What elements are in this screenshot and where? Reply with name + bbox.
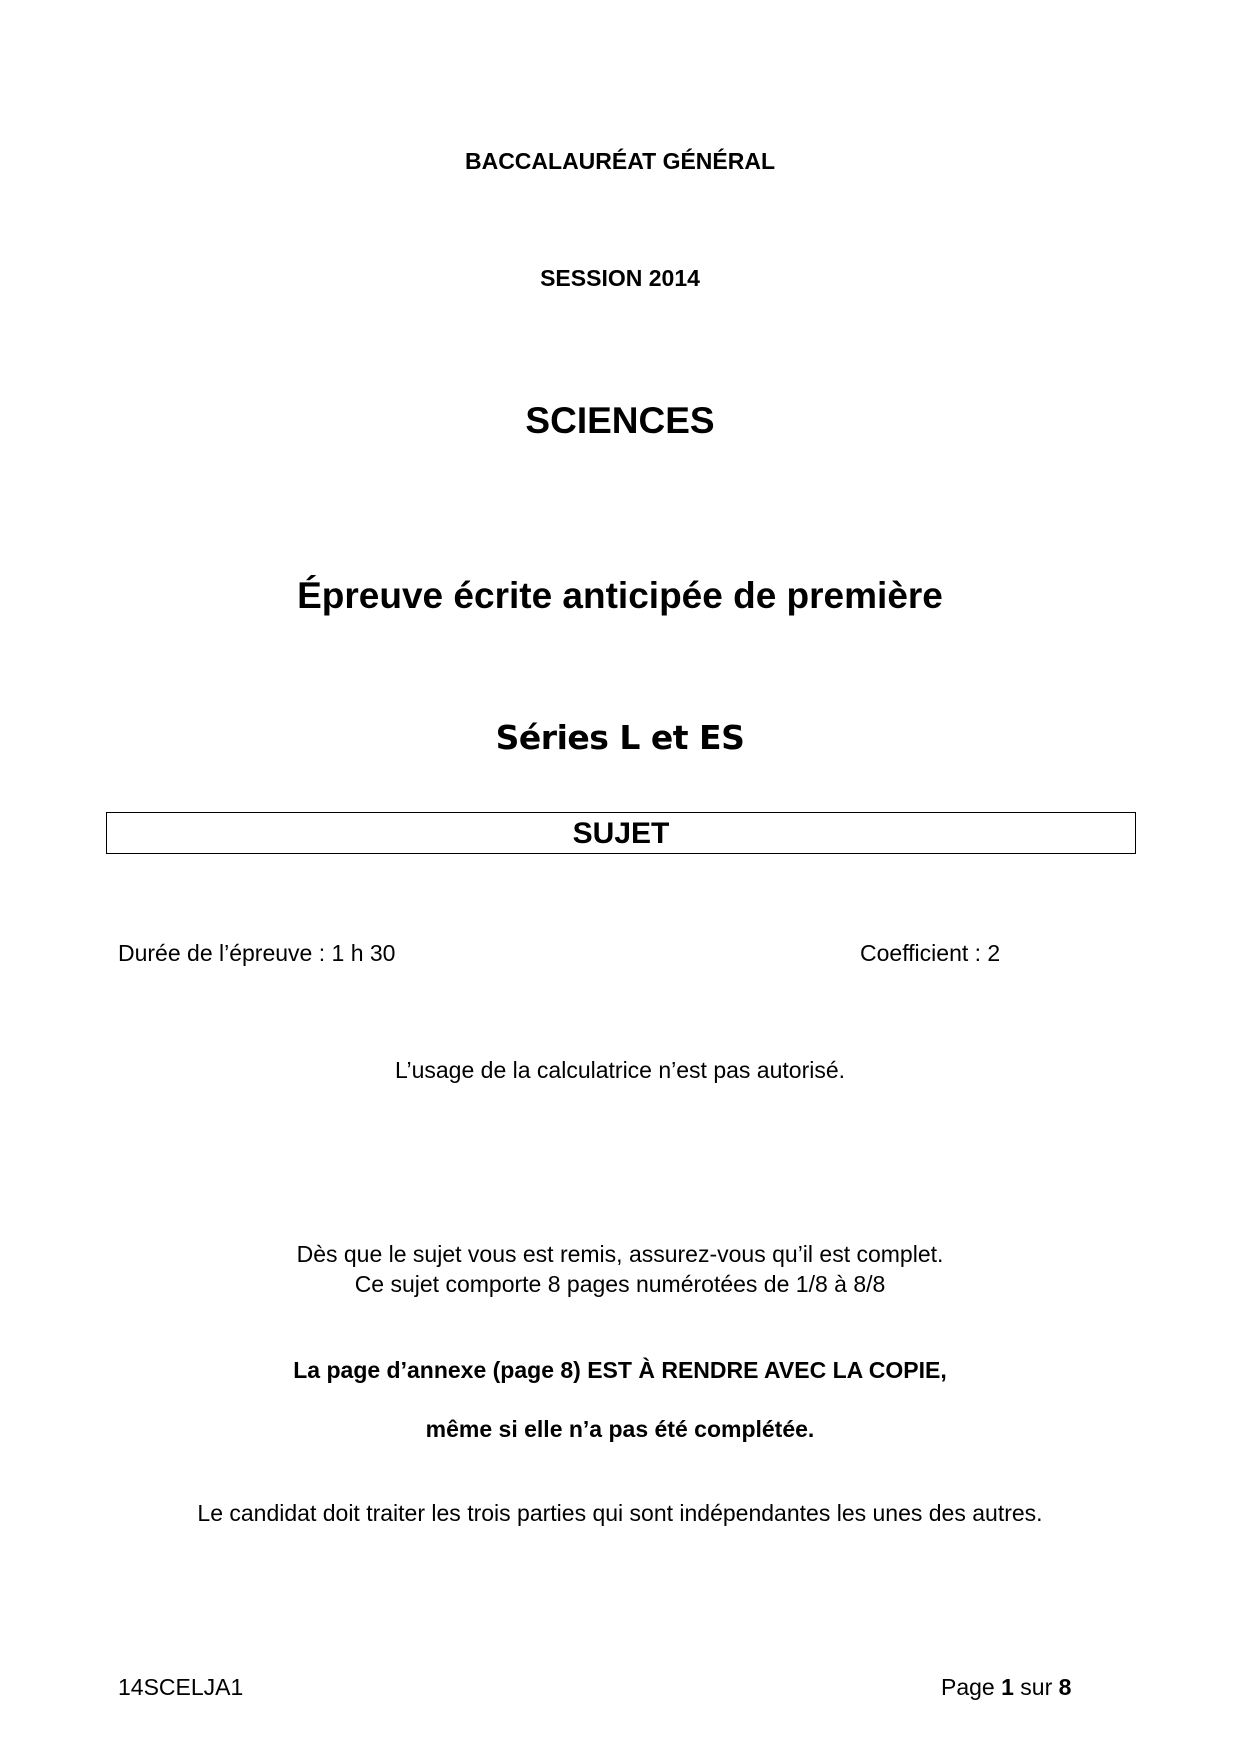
- series-label: Séries L et ES: [495, 718, 745, 757]
- calculator-notice: L’usage de la calculatrice n’est pas autorisé.: [394, 1057, 846, 1083]
- sujet-label: SUJET: [572, 817, 670, 850]
- exam-coefficient: Coefficient : 2: [860, 940, 1001, 966]
- page-current: 1: [1001, 1674, 1014, 1700]
- page-count-notice: Ce sujet comporte 8 pages numérotées de 1/8 à 8/8: [354, 1271, 886, 1297]
- page-number: [941, 1674, 1071, 1701]
- exam-duration: Durée de l’épreuve : 1 h 30: [118, 940, 396, 966]
- session-year: SESSION 2014: [540, 265, 700, 291]
- sujet-box: [106, 812, 1136, 854]
- subject-title: SCIENCES: [525, 400, 715, 441]
- exam-name: Épreuve écrite anticipée de première: [297, 575, 943, 616]
- exam-type: BACCALAURÉAT GÉNÉRAL: [464, 148, 776, 174]
- document-code: 14SCELJA1: [118, 1674, 244, 1700]
- page-separator: sur: [1020, 1674, 1053, 1700]
- page-prefix: Page: [941, 1674, 995, 1700]
- page-total: 8: [1058, 1674, 1072, 1700]
- annex-notice-continued: même si elle n’a pas été complétée.: [425, 1416, 815, 1442]
- completeness-notice: Dès que le sujet vous est remis, assurez-vous qu’il est complet.: [296, 1241, 944, 1267]
- candidate-instructions: Le candidat doit traiter les trois parties qui sont indépendantes les unes des autres.: [197, 1500, 1043, 1526]
- annex-notice: La page d’annexe (page 8) EST À RENDRE AVEC LA COPIE,: [293, 1357, 947, 1383]
